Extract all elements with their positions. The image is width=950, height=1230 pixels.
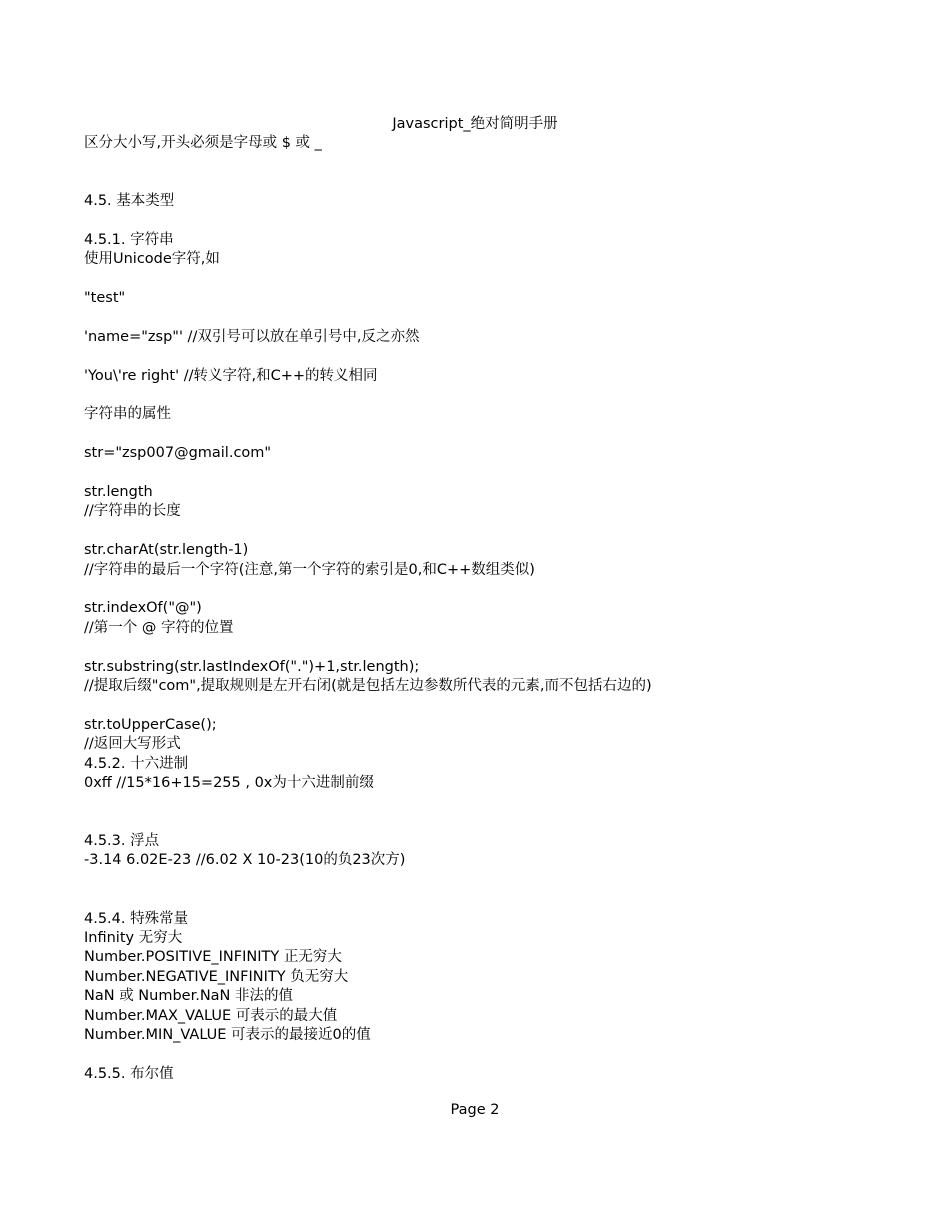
- text-line: 4.5. 基本类型: [84, 193, 175, 210]
- text-line: [84, 464, 914, 483]
- text-line: //返回大写形式: [84, 736, 181, 753]
- text-line: [84, 309, 914, 328]
- text-line: NaN 或 Number.NaN 非法的值: [84, 988, 294, 1005]
- text-line: Number.POSITIVE_INFINITY 正无穷大: [84, 949, 342, 966]
- text-line: 字符串的属性: [84, 406, 171, 423]
- text-line: str="zsp007@gmail.com": [84, 445, 272, 462]
- text-line: 4.5.5. 布尔值: [84, 1065, 174, 1082]
- text-line: //字符串的最后一个字符(注意,第一个字符的索引是0,和C++数组类似): [84, 561, 535, 578]
- text-line: [84, 270, 914, 289]
- text-line: str.toUpperCase();: [84, 716, 217, 733]
- document-body: [84, 134, 914, 1084]
- text-line: 区分大小写,开头必须是字母或 $ 或 _: [84, 135, 322, 151]
- text-line: //提取后缀"com",提取规则是左开右闭(就是包括左边参数所代表的元素,而不包括右边的): [84, 677, 652, 694]
- text-line: 4.5.3. 浮点: [84, 833, 160, 850]
- text-line: -3.14 6.02E-23 //6.02 X 10-23(10的负23次方): [84, 852, 406, 869]
- text-line: [84, 871, 914, 890]
- text-line: 'name="zsp"' //双引号可以放在单引号中,反之亦然: [84, 328, 420, 345]
- text-line: [84, 173, 914, 192]
- text-line: [84, 813, 914, 832]
- text-line: [84, 522, 914, 541]
- text-line: 使用Unicode字符,如: [84, 251, 220, 268]
- text-line: Number.MAX_VALUE 可表示的最大值: [84, 1007, 338, 1024]
- page-number: Page 2: [450, 1102, 500, 1118]
- text-line: [84, 793, 914, 812]
- text-line: 4.5.4. 特殊常量: [84, 910, 189, 927]
- text-line: Infinity 无穷大: [84, 930, 183, 947]
- text-line: [84, 347, 914, 366]
- text-line: [84, 386, 914, 405]
- text-line: str.substring(str.lastIndexOf(".")+1,str.length);: [84, 658, 420, 675]
- text-line: [84, 696, 914, 715]
- text-line: str.charAt(str.length-1): [84, 542, 249, 559]
- text-line: 4.5.1. 字符串: [84, 231, 174, 248]
- text-line: [84, 580, 914, 599]
- text-line: Number.MIN_VALUE 可表示的最接近0的值: [84, 1026, 371, 1043]
- text-line: [84, 425, 914, 444]
- text-line: Number.NEGATIVE_INFINITY 负无穷大: [84, 968, 349, 985]
- page-header-title: Javascript_绝对简明手册: [392, 116, 558, 132]
- text-line: [84, 890, 914, 909]
- text-line: //字符串的长度: [84, 503, 181, 520]
- text-line: [84, 638, 914, 657]
- text-line: str.length: [84, 484, 153, 501]
- text-line: 4.5.2. 十六进制: [84, 755, 189, 772]
- text-line: //第一个 @ 字符的位置: [84, 619, 234, 636]
- text-line: [84, 1045, 914, 1064]
- text-line: [84, 212, 914, 231]
- text-line: 'You\'re right' //转义字符,和C++的转义相同: [84, 367, 378, 384]
- text-line: "test": [84, 290, 126, 307]
- text-line: [84, 153, 914, 172]
- text-line: str.indexOf("@"): [84, 600, 202, 617]
- text-line: 0xff //15*16+15=255 , 0x为十六进制前缀: [84, 774, 374, 791]
